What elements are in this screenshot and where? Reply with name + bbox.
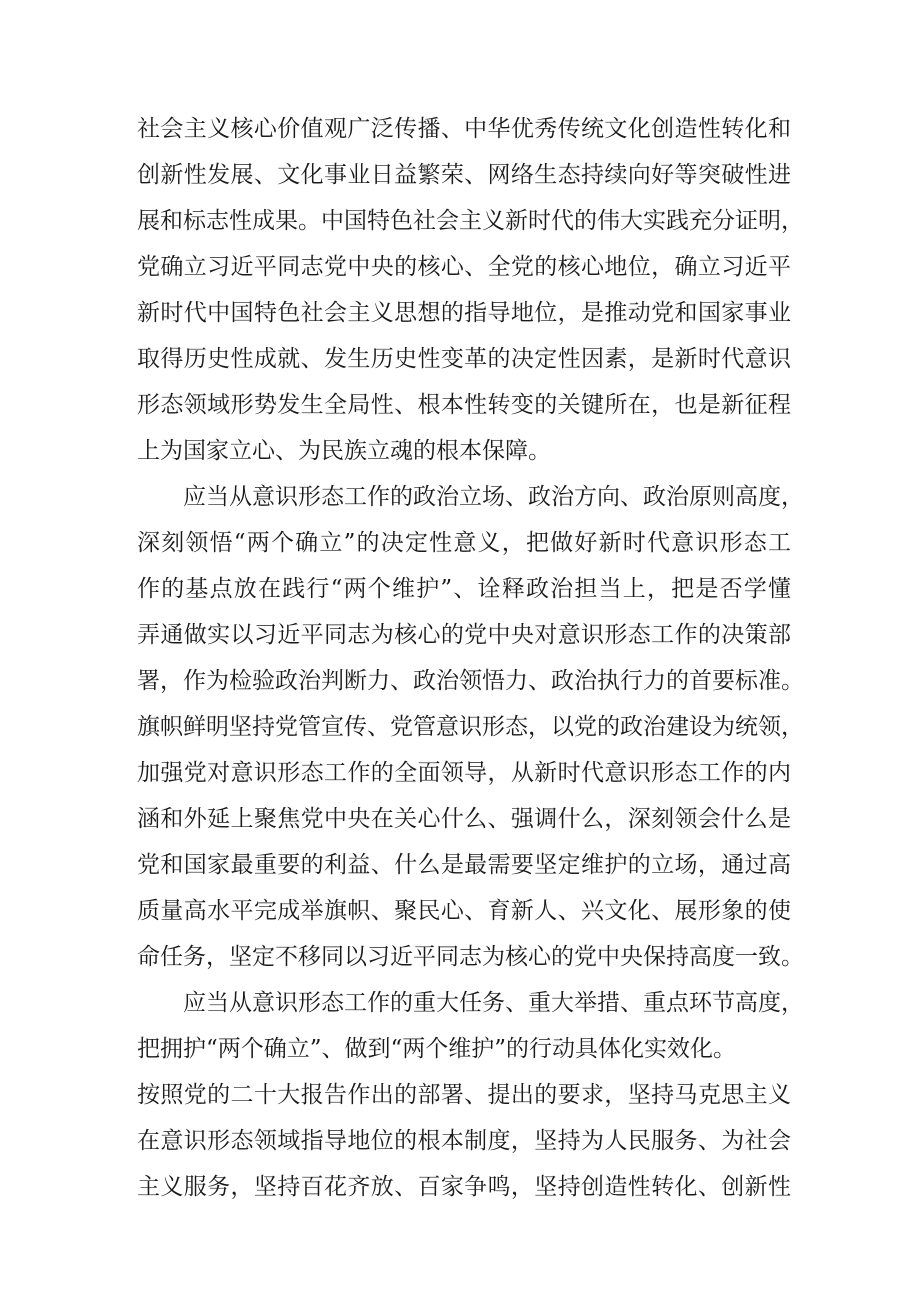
text-line: 党确立习近平同志党中央的核心、全党的核心地位，确立习近平 bbox=[137, 254, 791, 280]
text-line: 质量高水平完成举旗帜、聚民心、育新人、兴文化、展形象的使 bbox=[137, 898, 791, 924]
text-line: 涵和外延上聚焦党中央在关心什么、强调什么，深刻领会什么是 bbox=[137, 806, 791, 832]
text-line: 应当从意识形态工作的政治立场、政治方向、政治原则高度， bbox=[183, 484, 804, 510]
text-line: 创新性发展、文化事业日益繁荣、网络生态持续向好等突破性进 bbox=[137, 162, 791, 188]
paragraph bbox=[137, 474, 804, 980]
text-line: 主义服务，坚持百花齐放、百家争鸣，坚持创造性转化、创新性 bbox=[137, 1174, 791, 1200]
text-line: 在意识形态领域指导地位的根本制度，坚持为人民服务、为社会 bbox=[137, 1128, 791, 1154]
text-line: 署，作为检验政治判断力、政治领悟力、政治执行力的首要标准。 bbox=[137, 668, 804, 694]
text-line: 按照党的二十大报告作出的部署、提出的要求，坚持马克思主义 bbox=[137, 1082, 791, 1108]
paragraph bbox=[137, 106, 804, 474]
text-line: 应当从意识形态工作的重大任务、重大举措、重点环节高度， bbox=[183, 990, 804, 1016]
text-line: 深刻领悟“两个确立”的决定性意义，把做好新时代意识形态工 bbox=[137, 530, 791, 556]
text-line: 党和国家最重要的利益、什么是最需要坚定维护的立场，通过高 bbox=[137, 852, 791, 878]
text-line: 加强党对意识形态工作的全面领导，从新时代意识形态工作的内 bbox=[137, 760, 791, 786]
text-line: 上为国家立心、为民族立魂的根本保障。 bbox=[137, 438, 551, 464]
text-line: 展和标志性成果。中国特色社会主义新时代的伟大实践充分证明， bbox=[137, 208, 804, 234]
text-line: 作的基点放在践行“两个维护”、诠释政治担当上，把是否学懂 bbox=[137, 576, 791, 602]
text-line: 旗帜鲜明坚持党管宣传、党管意识形态，以党的政治建设为统领， bbox=[137, 714, 804, 740]
text-line: 社会主义核心价值观广泛传播、中华优秀传统文化创造性转化和 bbox=[137, 116, 791, 142]
text-line: 命任务，坚定不移同以习近平同志为核心的党中央保持高度一致。 bbox=[137, 944, 804, 970]
text-line: 弄通做实以习近平同志为核心的党中央对意识形态工作的决策部 bbox=[137, 622, 791, 648]
paragraph bbox=[137, 980, 804, 1210]
document-body bbox=[137, 106, 804, 1210]
text-line: 形态领域形势发生全局性、根本性转变的关键所在，也是新征程 bbox=[137, 392, 791, 418]
text-line: 把拥护“两个确立”、做到“两个维护”的行动具体化实效化。 bbox=[137, 1036, 737, 1062]
text-line: 新时代中国特色社会主义思想的指导地位，是推动党和国家事业 bbox=[137, 300, 791, 326]
text-line: 取得历史性成就、发生历史性变革的决定性因素，是新时代意识 bbox=[137, 346, 791, 372]
